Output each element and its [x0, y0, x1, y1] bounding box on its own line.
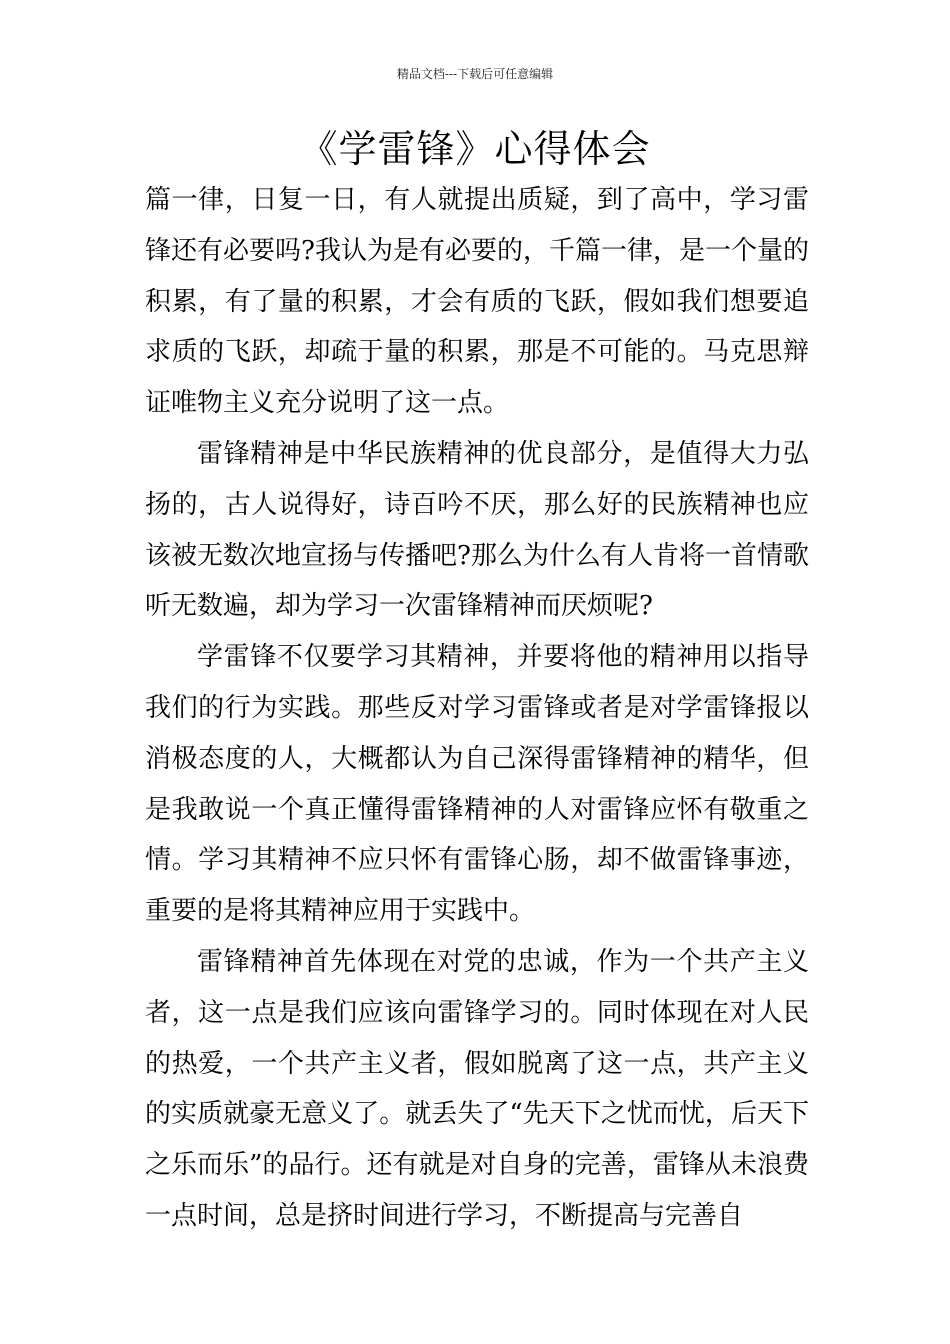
header-note: 精品文档---下载后可任意编辑: [396, 67, 554, 81]
paragraph-2: 雷锋精神是中华民族精神的优良部分，是值得大力弘扬的，古人说得好，诗百吟不厌，那么好的民族精神也应该被无数次地宣扬与传播吧?那么为什么有人肯将一首情歌听无数遍，却为学习一次雷锋精神而厌烦呢?: [145, 438, 809, 622]
paragraph-4: 雷锋精神首先体现在对党的忠诚，作为一个共产主义者，这一点是我们应该向雷锋学习的。同时体现在对人民的热爱，一个共产主义者，假如脱离了这一点，共产主义的实质就豪无意义了。就丢失了“先天下之忧而忧，后天下之乐而乐”的品行。还有就是对自身的完善，雷锋从未浪费一点时间，总是挤时间进行学习，不断提高与完善自: [145, 946, 809, 1231]
paragraph-1: 篇一律，日复一日，有人就提出质疑，到了高中，学习雷锋还有必要吗?我认为是有必要的，千篇一律，是一个量的积累，有了量的积累，才会有质的飞跃，假如我们想要追求质的飞跃，却疏于量的积累，那是不可能的。马克思辩证唯物主义充分说明了这一点。: [145, 185, 809, 419]
document-body: [145, 175, 809, 1242]
document-title: 《学雷锋》心得体会: [299, 127, 651, 171]
paragraph-3: 学雷锋不仅要学习其精神，并要将他的精神用以指导我们的行为实践。那些反对学习雷锋或者是对学雷锋报以消极态度的人，大概都认为自己深得雷锋精神的精华，但是我敢说一个真正懂得雷锋精神的人对雷锋应怀有敬重之情。学习其精神不应只怀有雷锋心肠，却不做雷锋事迹，重要的是将其精神应用于实践中。: [145, 642, 809, 927]
